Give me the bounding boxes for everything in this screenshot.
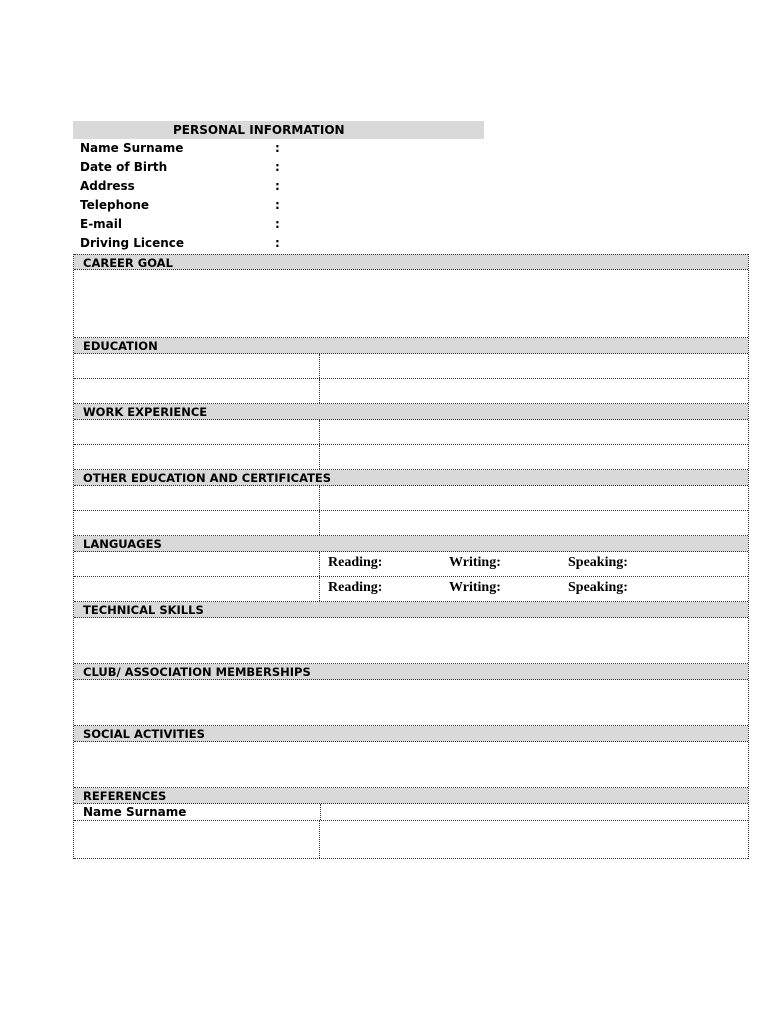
reading-label: Reading: <box>328 555 383 570</box>
language-name-cell[interactable] <box>74 577 320 601</box>
section-header-other-education: OTHER EDUCATION AND CERTIFICATES <box>74 470 748 486</box>
club-memberships-field[interactable] <box>74 680 748 726</box>
other-education-cell[interactable] <box>74 511 320 535</box>
speaking-label: Speaking: <box>568 580 628 595</box>
pi-label: Address <box>80 179 135 193</box>
work-experience-cell[interactable] <box>74 420 320 444</box>
language-levels-cell[interactable] <box>320 577 748 601</box>
other-education-cell[interactable] <box>74 486 320 510</box>
pi-row-dob <box>80 158 380 177</box>
pi-colon: : <box>275 179 280 193</box>
pi-row-email <box>80 215 380 234</box>
education-cell[interactable] <box>74 354 320 378</box>
section-header-technical-skills: TECHNICAL SKILLS <box>74 602 748 618</box>
pi-colon: : <box>275 217 280 231</box>
section-header-work-experience: WORK EXPERIENCE <box>74 404 748 420</box>
section-header-social-activities: SOCIAL ACTIVITIES <box>74 726 748 742</box>
career-goal-field[interactable] <box>74 270 748 338</box>
education-cell[interactable] <box>320 354 748 378</box>
references-row <box>74 821 748 859</box>
references-name-label: Name Surname <box>83 805 187 819</box>
education-row <box>74 379 748 404</box>
education-row <box>74 354 748 379</box>
language-levels-cell[interactable] <box>320 552 748 576</box>
references-cell[interactable] <box>320 821 748 858</box>
pi-colon: : <box>275 141 280 155</box>
social-activities-field[interactable] <box>74 742 748 788</box>
section-header-education: EDUCATION <box>74 338 748 354</box>
pi-row-address <box>80 177 380 196</box>
other-education-cell[interactable] <box>320 511 748 535</box>
other-education-row <box>74 486 748 511</box>
pi-label: E-mail <box>80 217 123 231</box>
pi-row-driving-licence <box>80 234 380 253</box>
section-header-references: REFERENCES <box>74 788 748 804</box>
cv-form-grid <box>73 254 749 859</box>
pi-colon: : <box>275 198 280 212</box>
personal-information-title: PERSONAL INFORMATION <box>173 123 345 137</box>
reading-label: Reading: <box>328 580 383 595</box>
work-experience-row <box>74 445 748 470</box>
education-cell[interactable] <box>74 379 320 403</box>
education-cell[interactable] <box>320 379 748 403</box>
references-header-row <box>74 804 748 821</box>
pi-colon: : <box>275 160 280 174</box>
speaking-label: Speaking: <box>568 555 628 570</box>
pi-row-telephone <box>80 196 380 215</box>
section-header-club-memberships: CLUB/ ASSOCIATION MEMBERSHIPS <box>74 664 748 680</box>
language-row <box>74 552 748 577</box>
work-experience-row <box>74 420 748 445</box>
writing-label: Writing: <box>449 580 501 595</box>
language-row <box>74 577 748 602</box>
work-experience-cell[interactable] <box>320 445 748 469</box>
work-experience-cell[interactable] <box>320 420 748 444</box>
pi-label: Name Surname <box>80 141 184 155</box>
section-header-languages: LANGUAGES <box>74 536 748 552</box>
pi-label: Date of Birth <box>80 160 168 174</box>
pi-colon: : <box>275 236 280 250</box>
writing-label: Writing: <box>449 555 501 570</box>
pi-label: Driving Licence <box>80 236 185 250</box>
other-education-row <box>74 511 748 536</box>
work-experience-cell[interactable] <box>74 445 320 469</box>
personal-information-header <box>73 121 484 139</box>
language-name-cell[interactable] <box>74 552 320 576</box>
references-cell[interactable] <box>74 821 320 858</box>
pi-row-name <box>80 139 380 158</box>
other-education-cell[interactable] <box>320 486 748 510</box>
pi-label: Telephone <box>80 198 150 212</box>
references-cell[interactable] <box>320 804 748 820</box>
section-header-career-goal: CAREER GOAL <box>74 254 748 270</box>
technical-skills-field[interactable] <box>74 618 748 664</box>
